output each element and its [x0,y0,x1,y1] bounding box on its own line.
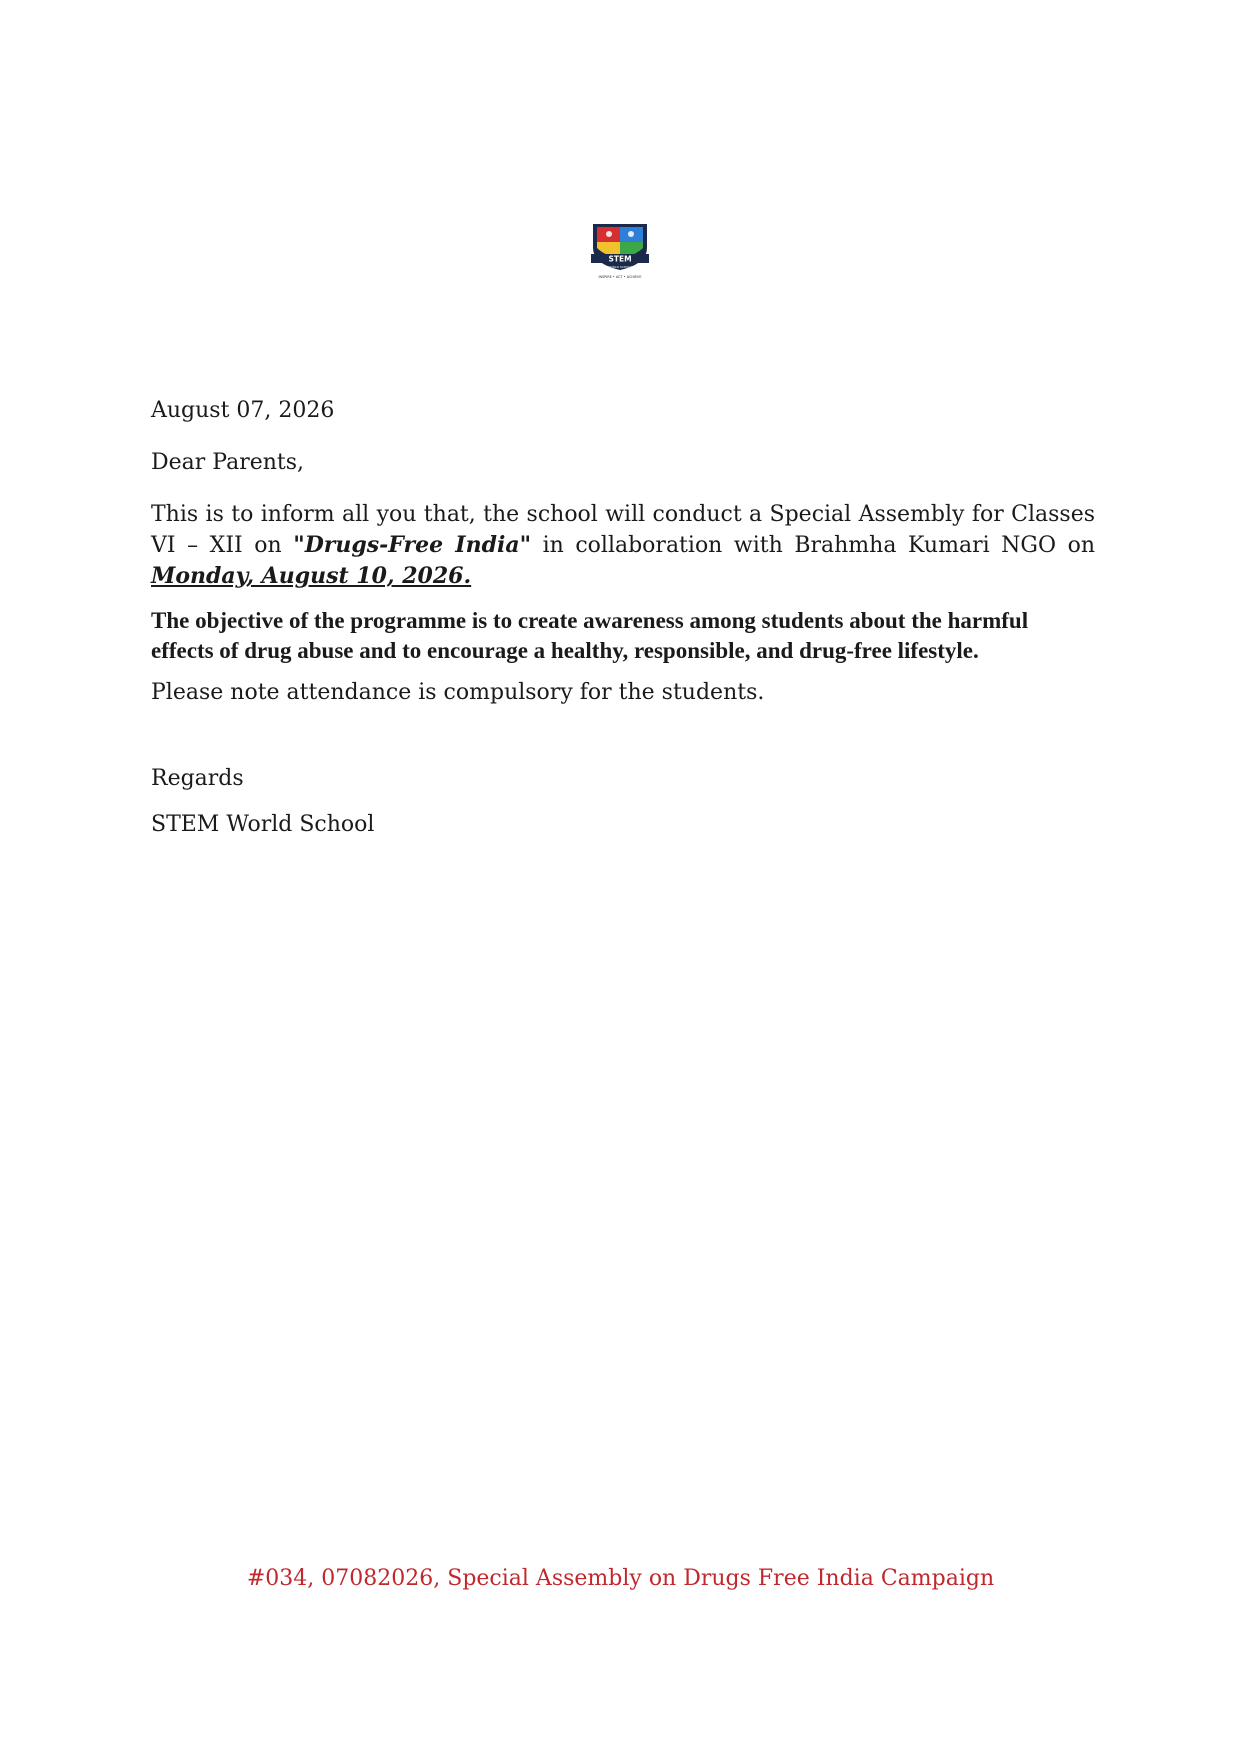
letter-greeting: Dear Parents, [151,450,305,475]
event-date: Monday, August 10, 2026. [151,563,472,589]
footer-reference: #034, 07082026, Special Assembly on Drugs Free India Campaign [246,1566,995,1591]
letter-date: August 07, 2026 [151,398,335,423]
intro-text-2: in collaboration with Brahmha Kumari NGO on [531,533,1096,558]
event-name: "Drugs-Free India" [293,532,532,558]
logo-text: STEM [608,254,632,264]
letter-body [151,396,1095,840]
intro-text-1: This is to inform all you that, the school will conduct a Special Assembly for Classes VI – XII on [151,502,1095,558]
letter-objective: The objective of the programme is to create awareness among students about the harmful effects of drug abuse and to encourage a healthy, responsible, and drug-free lifestyle. [151,608,1029,663]
school-logo [585,218,655,288]
letter-intro [151,500,1095,592]
letter-note: Please note attendance is compulsory for the students. [151,680,765,705]
letter-closing: Regards [151,766,244,791]
logo-motto: INSPIRE • ACT • ACHIEVE [598,275,642,279]
logo-subtext: WORLD SCHOOL [607,265,633,269]
letter-signature: STEM World School [151,812,375,837]
